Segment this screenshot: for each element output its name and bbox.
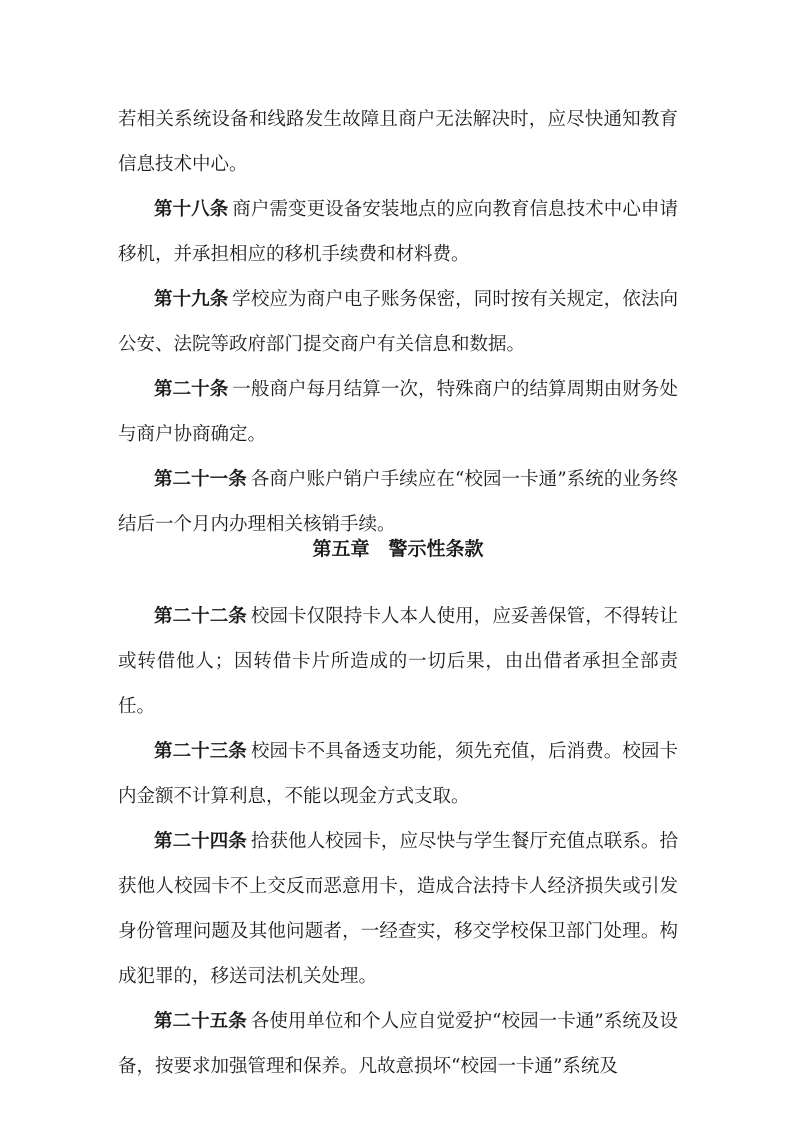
article-text: 校园卡仅限持卡人本人使用，应妥善保管，不得转让或转借他人；因转借卡片所造成的一切后果，由出借者承担全部责任。 <box>118 606 678 717</box>
article-18 <box>118 187 678 277</box>
article-22 <box>118 594 678 729</box>
article-24 <box>118 819 678 999</box>
chapter-heading: 第五章 警示性条款 <box>312 538 484 560</box>
article-25 <box>118 999 678 1089</box>
article-number: 第十九条 <box>154 289 229 310</box>
article-23 <box>118 729 678 819</box>
article-number: 第十八条 <box>154 199 229 220</box>
article-number: 第二十三条 <box>154 741 247 762</box>
article-number: 第二十一条 <box>154 469 247 490</box>
article-text: 各商户账户销户手续应在“校园一卡通”系统的业务终结后一个月内办理相关核销手续。 <box>118 469 678 535</box>
article-text: 校园卡不具备透支功能，须先充值，后消费。校园卡内金额不计算利息，不能以现金方式支取。 <box>118 741 678 807</box>
article-number: 第二十二条 <box>154 606 247 627</box>
article-text: 商户需变更设备安装地点的应向教育信息技术中心申请移机，并承担相应的移机手续费和材料费。 <box>118 199 678 265</box>
article-text: 拾获他人校园卡，应尽快与学生餐厅充值点联系。拾获他人校园卡不上交反而恶意用卡，造成合法持卡人经济损失或引发身份管理问题及其他问题者，一经查实，移交学校保卫部门处理。构成犯罪的，移送司法机关处理。 <box>118 831 678 987</box>
article-text: 各使用单位和个人应自觉爱护“校园一卡通”系统及设备，按要求加强管理和保养。凡故意损坏“校园一卡通”系统及 <box>118 1011 678 1077</box>
article-number: 第二十五条 <box>154 1011 247 1032</box>
article-20 <box>118 367 678 457</box>
article-number: 第二十四条 <box>154 831 247 852</box>
article-19 <box>118 277 678 367</box>
article-text: 一般商户每月结算一次，特殊商户的结算周期由财务处与商户协商确定。 <box>118 379 678 445</box>
intro-paragraph: 若相关系统设备和线路发生故障且商户无法解决时，应尽快通知教育信息技术中心。 <box>118 109 678 175</box>
article-text: 学校应为商户电子账务保密，同时按有关规定，依法向公安、法院等政府部门提交商户有关信息和数据。 <box>118 289 678 355</box>
article-number: 第二十条 <box>154 379 229 400</box>
